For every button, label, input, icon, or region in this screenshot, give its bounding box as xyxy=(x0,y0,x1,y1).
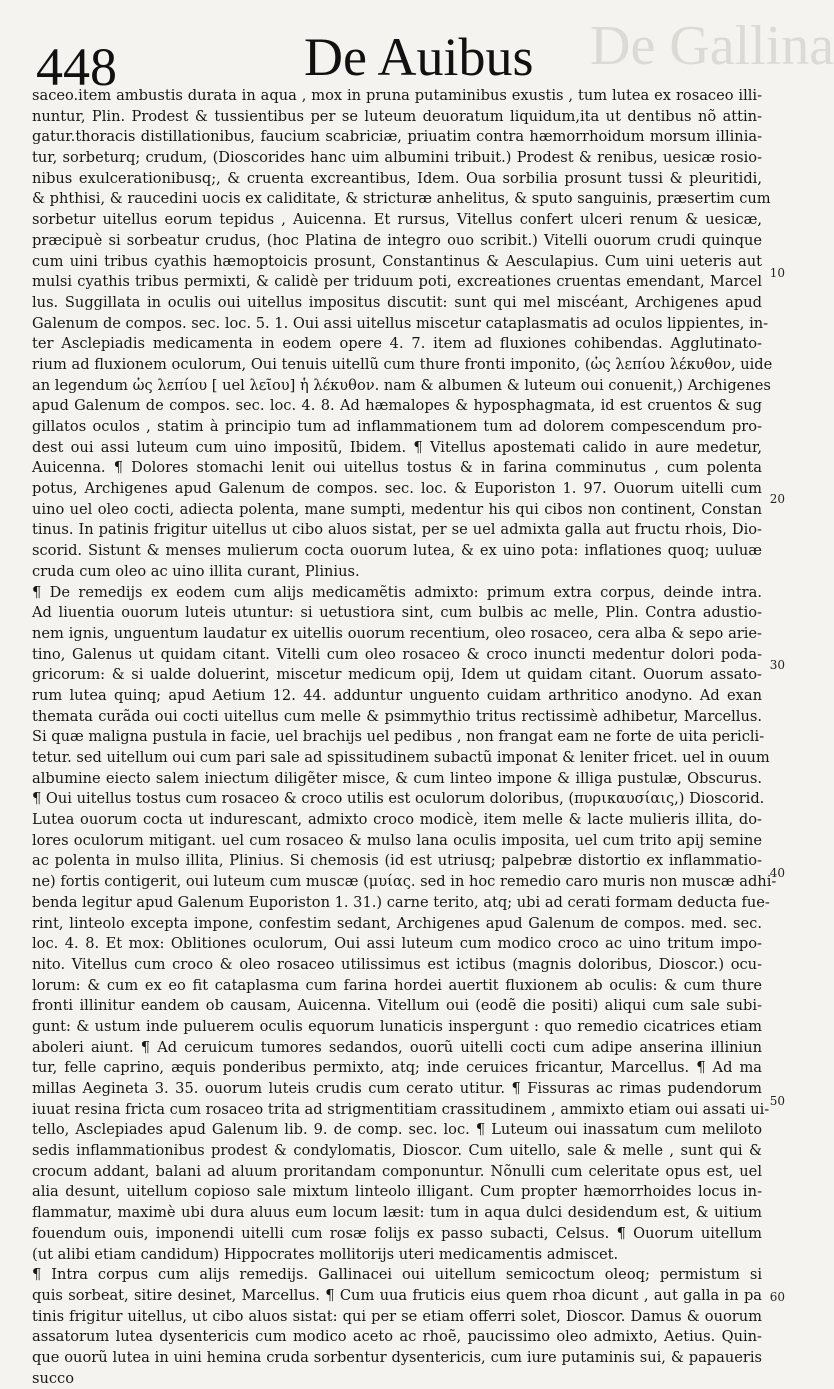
text-line: gunt: & ustum inde puluerem oculis equorum lunaticis inspergunt : quo remedio cicatrices etiam xyxy=(32,1017,762,1035)
text-line: nem ignis, unguentum laudatur ex uitellis ouorum recentium, oleo rosaceo, cera alba & sepo arie- xyxy=(32,624,762,642)
text-line: rint, linteolo excepta impone, confestim sedant, Archigenes apud Galenum de compos. med. sec. xyxy=(32,914,762,932)
text-line: tello, Asclepiades apud Galenum lib. 9. de comp. sec. loc. ¶ Luteum oui inassatum cum meliloto xyxy=(32,1121,762,1139)
text-line: tinis frigitur uitellus, ut cibo aluos sistat: qui per se etiam offerri solet, Dioscor. Damus & ouorum xyxy=(32,1307,762,1325)
text-line: Lutea ouorum cocta ut indurescant, admixto croco modicè, item melle & lacte mulieris illita, do- xyxy=(32,811,762,829)
text-line: ¶ De remedijs ex eodem cum alijs medicamẽtis admixto: primum extra corpus, deinde intra. xyxy=(32,583,762,601)
text-line: flammatur, maximè ubi dura aluus eum locum læsit: tum in aqua dulci desidendum est, & uitium xyxy=(32,1204,762,1222)
text-line: ac polenta in mulso illita, Plinius. Si chemosis (id est utriusq; palpebræ distortio ex inflammatio- xyxy=(32,852,762,870)
text-line: crocum addant, balani ad aluum proritandam componuntur. Nõnulli cum celeritate opus est, uel xyxy=(32,1162,762,1180)
margin-number: 20 xyxy=(769,492,785,506)
text-line: (ut alibi etiam candidum) Hippocrates mollitorijs uteri medicamentis admiscet. xyxy=(32,1245,619,1263)
text-line: Galenum de compos. sec. loc. 5. 1. Oui assi uitellus miscetur cataplasmatis ad oculos lippientes, in- xyxy=(32,314,769,332)
margin-number: 30 xyxy=(769,658,785,672)
text-line: ne) fortis contigerit, oui luteum cum muscæ (μυίας. sed in hoc remedio caro muris non muscæ adhi- xyxy=(32,873,777,891)
text-line: præcipuè si sorbeatur crudus, (hoc Platina de integro ouo scribit.) Vitelli ouorum crudi quinque xyxy=(32,231,762,249)
text-line: assatorum lutea dysentericis cum modico aceto ac rhoẽ, paucissimo oleo admixto, Aetius. Quin- xyxy=(32,1328,762,1346)
text-line: Si quæ maligna pustula in facie, uel brachijs uel pedibus , non frangat eam ne forte de uita pericli- xyxy=(32,728,765,746)
text-line: que ouorũ lutea in uini hemina cruda sorbentur dysentericis, cum iure putaminis sui, & papaueris xyxy=(32,1348,762,1366)
text-line: an legendum ὡς λεπίου [ uel λεῖου] ἡ λέκυθον. nam & albumen & luteum oui conuenit,) Archigenes xyxy=(32,376,771,394)
text-line: themata curãda oui cocti uitellus cum melle & psimmythio tritus rectissimè adhibetur, Marcellus. xyxy=(32,707,762,725)
text-line: tino, Galenus ut quidam citant. Vitelli cum oleo rosaceo & croco inuncti medentur dolori poda- xyxy=(32,645,762,663)
text-line: tur, felle caprino, æquis ponderibus permixto, atq; inde ceruices fricantur, Marcellus. ¶ Ad ma xyxy=(32,1059,762,1077)
text-line: fronti illinitur eandem ob causam, Auicenna. Vitellum oui (eodẽ die positi) aliqui cum sale subi- xyxy=(32,997,762,1015)
text-line: uino uel oleo cocti, adiecta polenta, mane sumpti, medentur his qui cibos non continent, Constan xyxy=(32,500,762,518)
text-line: alia desunt, uitellum copioso sale mixtum linteolo illigant. Cum propter hæmorrhoides locus in- xyxy=(32,1183,762,1201)
text-line: nito. Vitellus cum croco & oleo rosaceo utilissimus est ictibus (magnis doloribus, Dioscor.) ocu- xyxy=(32,955,762,973)
text-line: gillatos oculos , statim à principio tum ad inflammationem tum ad dolorem compescendum pro- xyxy=(32,418,762,435)
text-line: nuntur, Plin. Prodest & tussientibus per se luteum deuoratum liquidum,ita ut dentibus nõ attin- xyxy=(32,107,762,125)
text-line: scorid. Sistunt & menses mulierum cocta ouorum lutea, & ex uino pota: inflationes quoq; uuluæ xyxy=(32,542,762,560)
text-line: iuuat resina fricta cum rosaceo trita ad strigmentitiam crassitudinem , ammixto etiam oui assati ui- xyxy=(32,1100,770,1118)
text-line: tetur. sed uitellum oui cum pari sale ad spissitudinem subactũ imponat & leniter fricet. uel in ouum xyxy=(32,749,770,766)
text-line: rum lutea quinq; apud Aetium 12. 44. adduntur unguento cuidam arthritico anodyno. Ad exan xyxy=(32,686,762,704)
text-line: tur, sorbeturq; crudum, (Dioscorides hanc uim albumini tribuit.) Prodest & renibus, uesicæ rosio- xyxy=(32,149,762,167)
text-line: rium ad fluxionem oculorum, Oui tenuis uitellũ cum thure fronti imponito, (ὡς λεπίου λέκυθον, uide xyxy=(32,355,773,373)
text-line: dest oui assi luteum cum uino impositũ, Ibidem. ¶ Vitellus apostemati calido in aure medetur, xyxy=(32,438,762,456)
text-line: saceo.item ambustis durata in aqua , mox in pruna putaminibus exustis , tum lutea ex rosaceo illi- xyxy=(32,87,762,104)
running-head: De Auibus xyxy=(304,27,534,87)
text-line: benda legitur apud Galenum Euporiston 1. 31.) carne terito, atq; ubi ad cerati formam deducta fue- xyxy=(32,893,770,911)
text-line: quis sorbeat, sitire desinet, Marcellus. ¶ Cum uua fruticis eius quem rhoa dicunt , aut galla in pa xyxy=(32,1286,762,1304)
margin-number: 40 xyxy=(769,866,785,880)
text-line: lus. Suggillata in oculis oui uitellus impositus discutit: sunt qui mel miscéant, Archigenes apud xyxy=(32,293,762,311)
text-line: albumine eiecto salem iniectum diligẽter misce, & cum linteo impone & illiga pustulæ, Obscurus. xyxy=(32,769,762,787)
text-line: cum uini tribus cyathis hæmoptoicis prosunt, Constantinus & Aesculapius. Cum uini ueteris aut xyxy=(32,252,762,270)
text-line: gatur.thoracis distillationibus, faucium scabriciæ, priuatim contra hæmorrhoidum morsum illinia- xyxy=(32,128,762,146)
text-line: nibus exulcerationibusq;, & cruenta excreantibus, Idem. Oua sorbilia prosunt tussi & pleuritidi, xyxy=(32,169,762,187)
text-line: aboleri aiunt. ¶ Ad ceruicum tumores sedandos, ouorũ uitelli cocti cum adipe anserina illiniun xyxy=(32,1038,762,1056)
text-line: ter Asclepiadis medicamenta in eodem opere 4. 7. item ad fluxiones cohibendas. Agglutinato- xyxy=(32,335,762,353)
margin-number: 10 xyxy=(769,266,785,280)
margin-number: 50 xyxy=(769,1094,785,1108)
text-line: sorbetur uitellus eorum tepidus , Auicenna. Et rursus, Vitellus confert ulceri renum & uesicæ, xyxy=(32,211,762,229)
text-line: fouendum ouis, imponendi uitelli cum rosæ folijs ex passo subacti, Celsus. ¶ Ouorum uitellum xyxy=(32,1224,762,1242)
text-line: Ad liuentia ouorum luteis utuntur: si uetustiora sint, cum bulbis ac melle, Plin. Contra adustio- xyxy=(32,604,762,622)
text-line: apud Galenum de compos. sec. loc. 4. 8. Ad hæmalopes & hyposphagmata, id est cruentos & sug xyxy=(32,397,762,415)
text-line: Auicenna. ¶ Dolores stomachi lenit oui uitellus tostus & in farina comminutus , cum polenta xyxy=(32,459,762,477)
page-number: 448 xyxy=(36,37,117,97)
text-line: lorum: & cum ex eo fit cataplasma cum farina hordei auertit fluxionem ab oculis: & cum thure xyxy=(32,976,762,994)
show-through-text: De Gallina xyxy=(590,15,834,77)
text-line: & phthisi, & raucedini uocis ex caliditate, & stricturæ anhelitus, & sputo sanguinis, præsertim cum xyxy=(32,190,771,208)
text-line: ¶ Intra corpus cum alijs remedijs. Gallinacei oui uitellum semicoctum oleoq; permistum si xyxy=(32,1266,762,1284)
text-line: mulsi cyathis tribus permixti, & calidè per triduum poti, excreationes cruentas emendant, Marcel xyxy=(32,273,762,291)
text-line: potus, Archigenes apud Galenum de compos. sec. loc. & Euporiston 1. 97. Ouorum uitelli cum xyxy=(32,480,762,498)
text-line: millas Aegineta 3. 35. ouorum luteis crudis cum cerato utitur. ¶ Fissuras ac rimas pudendorum xyxy=(32,1080,762,1097)
text-line: succo xyxy=(32,1369,75,1387)
text-line: loc. 4. 8. Et mox: Oblitiones oculorum, Oui assi luteum cum modico croco ac uino tritum impo- xyxy=(32,935,762,953)
text-line: gricorum: & si ualde doluerint, miscetur medicum opij, Idem ut quidam citant. Ouorum assato- xyxy=(32,666,762,684)
text-line: cruda cum oleo ac uino illita curant, Plinius. xyxy=(32,562,360,580)
margin-number: 60 xyxy=(769,1290,785,1304)
text-line: ¶ Oui uitellus tostus cum rosaceo & croco utilis est oculorum doloribus, (πυρικαυσίαις,) Dioscorid. xyxy=(32,790,765,808)
text-line: tinus. In patinis frigitur uitellus ut cibo aluos sistat, per se uel admixta galla aut fructu rhois, Dio- xyxy=(32,521,762,539)
text-line: sedis inflammationibus prodest & condylomatis, Dioscor. Cum uitello, sale & melle , sunt qui & xyxy=(32,1142,762,1160)
text-line: lores oculorum mitigant. uel cum rosaceo & mulso lana oculis imposita, uel cum trito apij semine xyxy=(32,831,762,849)
